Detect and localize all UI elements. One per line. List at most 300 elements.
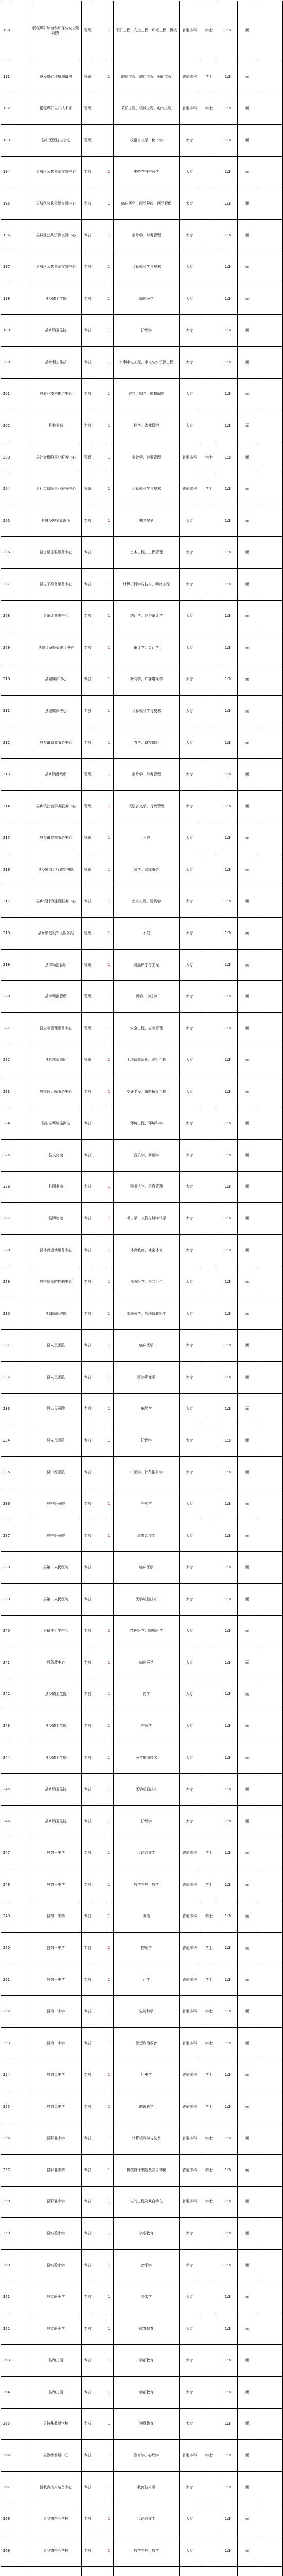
cell-edu: 大专 [180,2408,200,2440]
cell-num: 1 [104,2027,114,2059]
cell-seq: 204 [1,473,12,505]
cell-blank [257,886,283,918]
cell-unit: 县乡镇卫生院 [30,1805,82,1837]
cell-seq: 235 [1,1456,12,1488]
cell-post [94,568,104,600]
positions-table [1,1,283,2576]
cell-deg [200,156,218,188]
cell-county [12,505,30,537]
cell-num: 1 [104,1520,114,1552]
cell-county [12,1140,30,1172]
cell-post [94,1901,104,1933]
cell-blank [257,410,283,442]
cell-form: 面 [238,1901,257,1933]
cell-unit: 县乡镇卫生院 [30,1710,82,1742]
cell-num: 1 [104,1044,114,1076]
cell-deg [200,2503,218,2535]
cell-form: 面 [238,125,257,157]
cell-ratio: 1:3 [218,2471,238,2503]
cell-county [12,93,30,125]
cell-blank [257,61,283,93]
cell-deg [200,2471,218,2503]
cell-post [94,219,104,251]
cell-major: 地质工程、测绘工程、采矿工程 [114,61,180,93]
cell-deg [200,1362,218,1394]
cell-ratio: 1:3 [218,156,238,188]
cell-post [94,822,104,854]
cell-form: 面 [238,1837,257,1869]
cell-major: 临床医学 [114,1330,180,1362]
cell-unit: 县生态环境监测站 [30,1108,82,1140]
cell-post [94,664,104,696]
cell-major: 考古学、文物与博物馆学 [114,1203,180,1235]
table-row [1,1203,283,1235]
cell-kind: 专技 [82,2186,94,2218]
cell-deg [200,1012,218,1044]
cell-ratio: 1:3 [218,2155,238,2187]
cell-deg [200,2408,218,2440]
cell-county [12,2535,30,2567]
cell-edu: 大专 [180,822,200,854]
cell-kind: 专技 [82,1933,94,1964]
cell-edu: 大专 [180,2249,200,2281]
cell-post [94,347,104,379]
cell-kind: 专技 [82,664,94,696]
cell-num: 1 [104,505,114,537]
cell-num: 1 [104,1203,114,1235]
cell-county [12,2377,30,2409]
cell-blank [257,1203,283,1235]
cell-num: 1 [104,1774,114,1806]
cell-kind: 专技 [82,1710,94,1742]
cell-num: 1 [104,251,114,283]
cell-form: 面 [238,2535,257,2567]
cell-edu: 普通本科 [180,93,200,125]
cell-ratio: 1:3 [218,219,238,251]
cell-major: 临床医学、妇幼保健医学 [114,1298,180,1330]
cell-seq: 213 [1,759,12,791]
cell-seq: 245 [1,1774,12,1806]
cell-unit: 县乡镇中心学校 [30,2535,82,2567]
cell-seq: 236 [1,1488,12,1520]
cell-kind: 专技 [82,2408,94,2440]
cell-county [12,1203,30,1235]
cell-ratio: 1:3 [218,315,238,347]
cell-county [12,2249,30,2281]
cell-kind: 专技 [82,1362,94,1394]
cell-form: 面 [238,1298,257,1330]
cell-edu: 大专 [180,2313,200,2345]
cell-major: 化学 [114,1964,180,1996]
cell-deg: 学士 [200,1933,218,1964]
cell-num: 1 [104,1647,114,1679]
cell-deg: 学士 [200,1869,218,1901]
cell-seq: 226 [1,1171,12,1203]
cell-kind: 专技 [82,2440,94,2472]
cell-form: 面 [238,378,257,410]
cell-edu: 大专 [180,1171,200,1203]
cell-form: 面 [238,537,257,569]
cell-post [94,1774,104,1806]
cell-ratio: 1:3 [218,2503,238,2535]
cell-major: 物理学 [114,1933,180,1964]
table-row [1,1140,283,1172]
cell-edu: 大专 [180,759,200,791]
cell-deg [200,251,218,283]
cell-county [12,949,30,981]
cell-ratio: 1:3 [218,854,238,886]
cell-form: 面 [238,600,257,632]
cell-kind: 专技 [82,188,94,220]
cell-num: 1 [104,2218,114,2250]
cell-major: 医学检验技术 [114,1583,180,1615]
cell-kind: 专技 [82,505,94,537]
cell-seq: 206 [1,537,12,569]
cell-seq: 238 [1,1552,12,1584]
cell-form: 面 [238,568,257,600]
table-row [1,188,283,220]
cell-edu: 普通本科 [180,1996,200,2028]
cell-post [94,1,104,61]
cell-unit: 县人民医院 [30,1425,82,1457]
cell-form: 面 [238,188,257,220]
cell-unit: 县第一中学 [30,1837,82,1869]
cell-major: 城乡规划 [114,505,180,537]
cell-seq: 246 [1,1805,12,1837]
cell-seq: 250 [1,1933,12,1964]
cell-deg [200,2535,218,2567]
cell-major: 图书馆学、信息管理 [114,1171,180,1203]
cell-num: 1 [104,1393,114,1425]
cell-seq: 264 [1,2377,12,2409]
cell-blank [257,1362,283,1394]
cell-county [12,2567,30,2576]
cell-edu: 大专 [180,886,200,918]
cell-blank [257,188,283,220]
cell-major: 历史学 [114,2059,180,2091]
cell-blank [257,537,283,569]
cell-seq: 266 [1,2440,12,2472]
cell-county [12,2155,30,2187]
cell-deg [200,2218,218,2250]
cell-num: 1 [104,1456,114,1488]
cell-major: 汉语言文学、行政管理 [114,790,180,822]
cell-ratio: 1:3 [218,1,238,61]
cell-seq: 267 [1,2471,12,2503]
table-row [1,1805,283,1837]
cell-unit: 县中医医院 [30,1520,82,1552]
cell-blank [257,1234,283,1266]
cell-kind: 专技 [82,2091,94,2123]
cell-deg [200,1456,218,1488]
cell-kind: 专技 [82,1583,94,1615]
cell-ratio: 1:3 [218,1076,238,1108]
table-row [1,822,283,854]
cell-post [94,2281,104,2313]
cell-num: 1 [104,1425,114,1457]
cell-seq: 196 [1,219,12,251]
cell-form: 面 [238,347,257,379]
cell-num: 1 [104,2377,114,2409]
cell-post [94,283,104,315]
cell-form: 面 [238,1615,257,1647]
cell-blank [257,1,283,61]
cell-unit: 县乡镇财政所 [30,759,82,791]
cell-seq: 207 [1,568,12,600]
cell-ratio: 1:3 [218,2377,238,2409]
cell-blank [257,2155,283,2187]
cell-ratio: 1:3 [218,1901,238,1933]
cell-unit: 县职业中学 [30,2123,82,2155]
cell-edu: 大专 [180,1266,200,1298]
cell-unit: 县图书馆 [30,1171,82,1203]
cell-num: 1 [104,1076,114,1108]
cell-unit: 县市场监管所 [30,981,82,1013]
cell-county [12,2408,30,2440]
cell-deg [200,759,218,791]
table-row [1,251,283,283]
cell-kind: 专技 [82,1869,94,1901]
cell-blank [257,1837,283,1869]
cell-post [94,505,104,537]
cell-seq: 190 [1,1,12,61]
cell-unit: 县城区公共资源交易中心 [30,156,82,188]
table-row [1,347,283,379]
cell-edu: 大专 [180,2281,200,2313]
cell-kind: 专技 [82,632,94,664]
cell-edu: 大专 [180,156,200,188]
cell-post [94,854,104,886]
cell-ratio: 1:3 [218,918,238,950]
table-row [1,1710,283,1742]
cell-deg: 学士 [200,2123,218,2155]
table-row [1,61,283,93]
cell-post [94,315,104,347]
cell-kind: 专技 [82,1298,94,1330]
cell-edu: 大专 [180,727,200,759]
cell-county [12,664,30,696]
cell-kind: 专技 [82,1805,94,1837]
table-row [1,2313,283,2345]
cell-blank [257,93,283,125]
cell-county [12,283,30,315]
cell-major: 临床医学 [114,1552,180,1584]
cell-unit: 县第一中学 [30,1901,82,1933]
table-row [1,2377,283,2409]
cell-unit: 县妇幼保健院 [30,1298,82,1330]
table-row [1,2249,283,2281]
cell-num: 1 [104,1679,114,1710]
cell-edu: 大专 [180,283,200,315]
cell-post [94,2345,104,2377]
cell-deg [200,2567,218,2576]
cell-deg [200,2249,218,2281]
cell-edu: 普通本科 [180,61,200,93]
table-row [1,1330,283,1362]
cell-blank [257,1774,283,1806]
cell-blank [257,1393,283,1425]
cell-edu: 大专 [180,2471,200,2503]
cell-unit: 县体育运动服务中心 [30,1234,82,1266]
cell-form: 面 [238,1456,257,1488]
cell-seq: 227 [1,1203,12,1235]
cell-ratio: 1:3 [218,378,238,410]
cell-num: 1 [104,2440,114,2472]
cell-kind: 专技 [82,2249,94,2281]
cell-num: 1 [104,473,114,505]
cell-blank [257,822,283,854]
cell-num: 1 [104,2059,114,2091]
cell-edu: 大专 [180,125,200,157]
cell-post [94,2059,104,2091]
cell-kind: 管理 [82,125,94,157]
cell-deg [200,1393,218,1425]
cell-form: 面 [238,854,257,886]
cell-post [94,2186,104,2218]
cell-county [12,2091,30,2123]
cell-edu: 大专 [180,315,200,347]
cell-blank [257,2059,283,2091]
cell-num: 1 [104,568,114,600]
cell-post [94,473,104,505]
cell-kind: 专技 [82,1837,94,1869]
cell-county [12,2503,30,2535]
cell-deg [200,696,218,727]
cell-kind: 管理 [82,854,94,886]
cell-seq: 195 [1,188,12,220]
table-row [1,2027,283,2059]
cell-county [12,1552,30,1584]
cell-blank [257,2186,283,2218]
cell-county [12,981,30,1013]
cell-edu: 大专 [180,918,200,950]
cell-edu: 普通本科 [180,2155,200,2187]
cell-form: 面 [238,886,257,918]
cell-post [94,1805,104,1837]
cell-seq: 256 [1,2123,12,2155]
table-row [1,600,283,632]
cell-ratio: 1:3 [218,1805,238,1837]
cell-ratio: 1:3 [218,822,238,854]
cell-county [12,125,30,157]
cell-major: 计算机科学与技术 [114,2123,180,2155]
cell-blank [257,981,283,1013]
cell-num: 1 [104,442,114,473]
cell-kind: 专技 [82,251,94,283]
cell-unit: 县实验小学 [30,2313,82,2345]
cell-unit: 县审计局投资审计中心 [30,632,82,664]
cell-unit: 县乡镇农业服务中心 [30,727,82,759]
cell-form: 面 [238,442,257,473]
cell-seq: 247 [1,1837,12,1869]
cell-post [94,600,104,632]
cell-deg [200,378,218,410]
cell-post [94,1996,104,2028]
cell-blank [257,378,283,410]
table-row [1,219,283,251]
cell-kind: 专技 [82,1647,94,1679]
cell-form: 面 [238,315,257,347]
cell-major: 护理学 [114,315,180,347]
cell-post [94,1710,104,1742]
cell-deg: 学士 [200,1837,218,1869]
cell-major: 土木工程、建筑学 [114,886,180,918]
cell-num: 1 [104,632,114,664]
cell-blank [257,1583,283,1615]
cell-deg: 学士 [200,1901,218,1933]
table-row [1,918,283,950]
cell-seq: 224 [1,1108,12,1140]
cell-edu: 大专 [180,664,200,696]
cell-kind: 专技 [82,2155,94,2187]
cell-form: 面 [238,1076,257,1108]
cell-form: 面 [238,1044,257,1076]
cell-major: 麻醉学 [114,1393,180,1425]
cell-edu: 普通本科 [180,1964,200,1996]
cell-blank [257,1869,283,1901]
cell-county [12,1,30,61]
cell-deg [200,1425,218,1457]
cell-county [12,1362,30,1394]
cell-seq: 239 [1,1583,12,1615]
cell-form: 面 [238,1742,257,1774]
table-row [1,759,283,791]
cell-form: 面 [238,1203,257,1235]
cell-ratio: 1:3 [218,2123,238,2155]
cell-kind: 专技 [82,1552,94,1584]
cell-deg [200,1076,218,1108]
cell-blank [257,1266,283,1298]
cell-major: 汉语言文学 [114,1837,180,1869]
cell-seq: 233 [1,1393,12,1425]
cell-kind: 专技 [82,1140,94,1172]
cell-form: 面 [238,2471,257,2503]
cell-county [12,696,30,727]
cell-num: 1 [104,1298,114,1330]
cell-unit: 县乡镇党群服务中心 [30,822,82,854]
cell-num: 1 [104,727,114,759]
cell-ratio: 1:3 [218,1679,238,1710]
cell-blank [257,632,283,664]
cell-form: 面 [238,2091,257,2123]
table-row [1,1171,283,1203]
cell-seq: 216 [1,854,12,886]
table-row [1,1425,283,1457]
cell-unit: 县教师发展中心 [30,2440,82,2472]
cell-unit: 县精神卫生中心 [30,1615,82,1647]
cell-major: 药学、中药学 [114,981,180,1013]
cell-unit: 县乡镇村镇建设服务中心 [30,886,82,918]
cell-blank [257,125,283,157]
cell-kind: 管理 [82,1,94,61]
cell-num: 1 [104,2281,114,2313]
cell-kind: 专技 [82,1171,94,1203]
cell-kind: 管理 [82,822,94,854]
cell-ratio: 1:3 [218,696,238,727]
cell-deg [200,949,218,981]
cell-unit: 县城区公共资源交易中心 [30,219,82,251]
cell-form: 面 [238,822,257,854]
cell-num: 1 [104,1837,114,1869]
cell-seq: 193 [1,125,12,157]
cell-edu: 大专 [180,790,200,822]
cell-edu: 普通本科 [180,2440,200,2472]
cell-form: 面 [238,918,257,950]
cell-deg [200,1330,218,1362]
cell-form: 面 [238,473,257,505]
cell-blank [257,1552,283,1584]
cell-form: 面 [238,61,257,93]
